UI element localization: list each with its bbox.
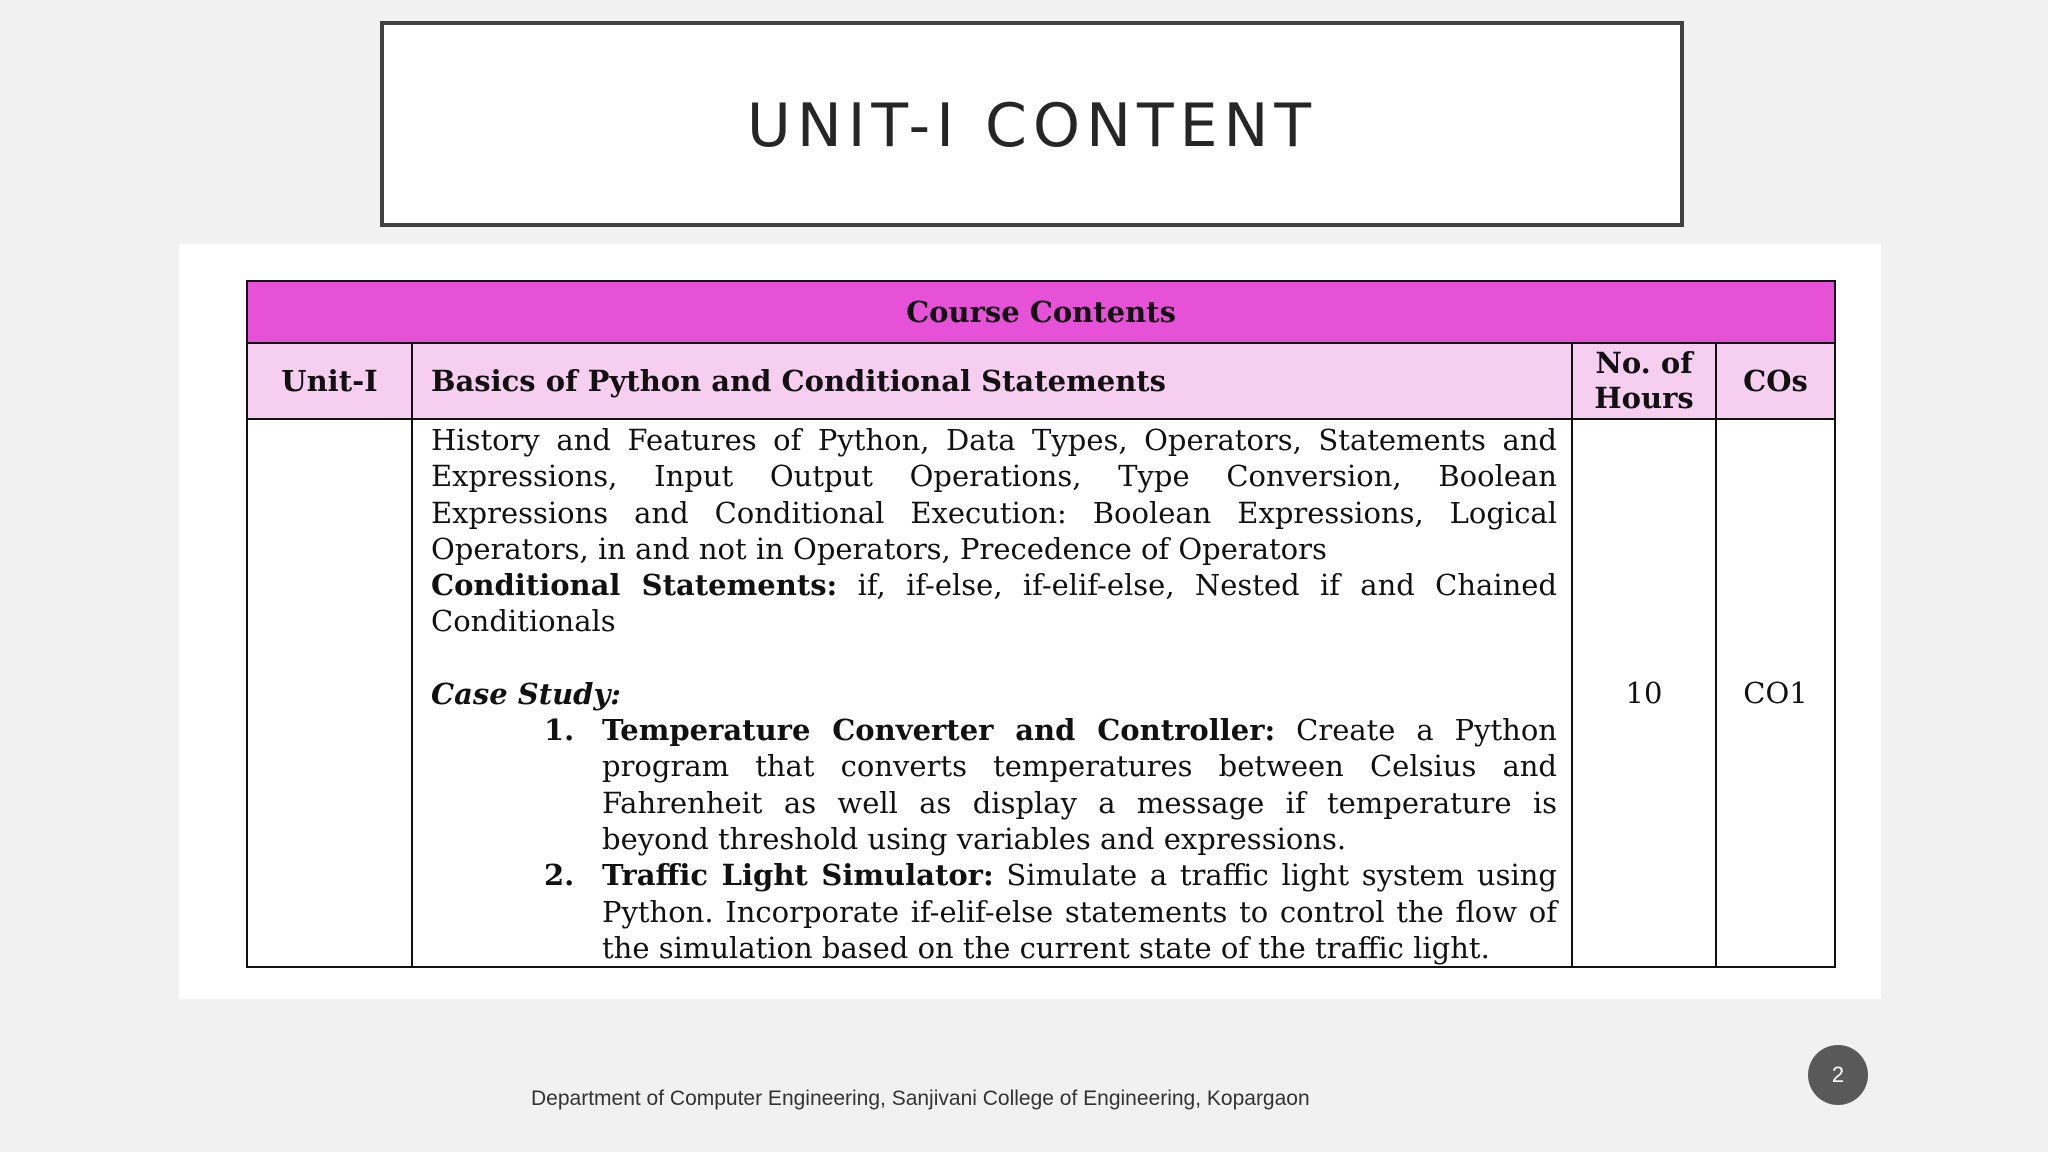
cos-value: CO1 bbox=[1716, 419, 1835, 967]
case-study-number: 2. bbox=[544, 858, 575, 893]
table-header-row bbox=[247, 281, 1835, 343]
case-study-label: Case Study: bbox=[431, 676, 622, 711]
spacer bbox=[431, 640, 1557, 676]
course-contents-table bbox=[246, 280, 1836, 968]
case-study-number: 1. bbox=[544, 713, 575, 748]
case-study-text: Simulate a traffic light system using Python. Incorporate if-elif-else statements to control the flow of the simulation based on the current state of the traffic light. bbox=[602, 858, 1557, 965]
unit-empty-cell bbox=[247, 419, 412, 967]
case-study-text: Create a Python program that converts temperatures between Celsius and Fahrenheit as well as display a message if temperature is beyond threshold using variables and expressions. bbox=[602, 713, 1557, 856]
conditional-label: Conditional Statements: bbox=[431, 568, 838, 603]
list-item bbox=[431, 857, 1557, 966]
hours-header-line2: Hours bbox=[1594, 381, 1694, 415]
list-item bbox=[431, 712, 1557, 857]
case-study-title: Temperature Converter and Controller: bbox=[602, 713, 1276, 748]
unit-header-row bbox=[247, 343, 1835, 419]
conditional-statements bbox=[431, 567, 1557, 640]
description-text: History and Features of Python, Data Types, Operators, Statements and Expressions, Input Output Operations, Type Conversion, Boolean Expressions and Conditional Execution: Boolean Expressions, Logical Operators, in and not in Operators, Precedence of Operators bbox=[431, 423, 1557, 566]
case-study-title: Traffic Light Simulator: bbox=[602, 858, 994, 893]
hours-value: 10 bbox=[1572, 419, 1716, 967]
footer-text: Department of Computer Engineering, Sanjivani College of Engineering, Kopargaon bbox=[531, 1087, 1310, 1110]
unit-description bbox=[412, 419, 1572, 967]
title-box bbox=[380, 21, 1684, 227]
case-study-list bbox=[431, 712, 1557, 966]
unit-title: Basics of Python and Conditional Statements bbox=[412, 343, 1572, 419]
conditional-text: if, if-else, if-elif-else, Nested if and Chained Conditionals bbox=[431, 568, 1557, 639]
hours-header bbox=[1572, 343, 1716, 419]
page-number-badge: 2 bbox=[1808, 1045, 1868, 1105]
content-panel bbox=[179, 244, 1881, 999]
hours-header-line1: No. of bbox=[1595, 346, 1693, 380]
unit-label: Unit-I bbox=[247, 343, 412, 419]
unit-content-row bbox=[247, 419, 1835, 967]
cos-header: COs bbox=[1716, 343, 1835, 419]
slide-title: UNIT-I CONTENT bbox=[746, 91, 1318, 161]
table-header: Course Contents bbox=[247, 281, 1835, 343]
